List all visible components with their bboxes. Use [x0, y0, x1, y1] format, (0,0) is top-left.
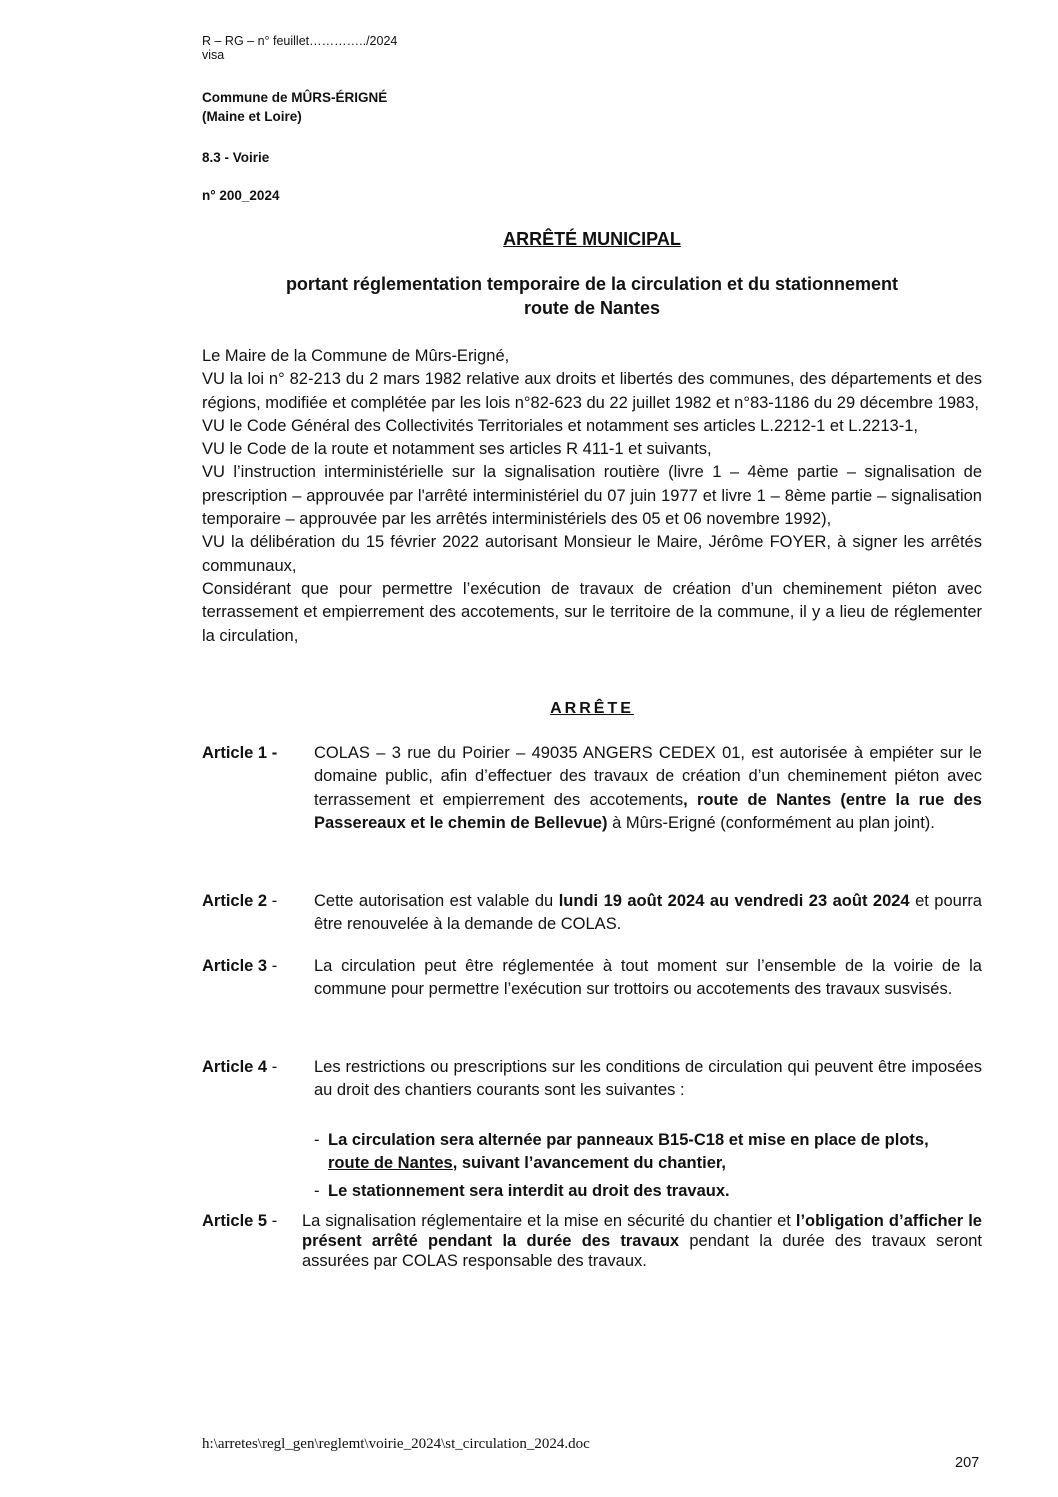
- article-4-label: [202, 1056, 312, 1079]
- preamble-item: VU le Code Général des Collectivités Territoriales et notamment ses articles L.2212-1 et L.2213-1,: [202, 416, 918, 435]
- arrete-heading: ARRÊTE: [550, 700, 634, 717]
- bullet-1-line-1: La circulation sera alternée par panneaux B15-C18 et mise en place de plots,: [328, 1131, 929, 1149]
- article-4-label-rest: -: [267, 1058, 278, 1076]
- subtitle-line-1: portant réglementation temporaire de la circulation et du stationnement: [285, 274, 899, 294]
- article-3-text: La circulation peut être réglementée à tout moment sur l’ensemble de la voirie de la commune pour permettre l’exécution sur trottoirs ou accotements des travaux susvisés.: [314, 957, 982, 999]
- preamble-item: VU le Code de la route et notamment ses articles R 411-1 et suivants,: [202, 440, 712, 459]
- preamble-item: VU l’instruction interministérielle sur la signalisation routière (livre 1 – 4ème partie – signalisation de prescription – approuvée par l'arrêté interministériel du 07 juin 1977 et livre 1 – 8ème partie – signalisation temporaire – approuvée par les arrêtés interministériels des 05 et 06 novembre 1992),: [202, 463, 982, 529]
- file-path: h:\arretes\regl_gen\reglemt\voirie_2024\st_circulation_2024.doc: [202, 1436, 590, 1452]
- commune-name: Commune de MÛRS-ÉRIGNÉ: [202, 90, 388, 105]
- sheet-number-line: R – RG – n° feuillet…………../2024: [202, 34, 398, 48]
- bullet-dash: -: [314, 1131, 320, 1149]
- article-4-bullet-2: [314, 1180, 982, 1203]
- article-4-bullet-1: [314, 1129, 982, 1176]
- bullet-1-tail: , suivant l’avancement du chantier,: [452, 1154, 726, 1173]
- bullet-2-text: Le stationnement sera interdit au droit des travaux.: [328, 1182, 730, 1200]
- article-3-label-bold: Article 3: [202, 957, 268, 975]
- article-1-text: [314, 742, 982, 835]
- title-wrap: [0, 229, 1058, 250]
- article-1-tail: à Mûrs-Erigné (conformément au plan joint).: [607, 813, 935, 832]
- preamble-item: VU la loi n° 82-213 du 2 mars 1982 relative aux droits et libertés des communes, des départements et des régions, modifiée et complétée par les lois n°82-623 du 22 juillet 1982 et n°83-1186 du 29 décembre 1983,: [202, 370, 982, 412]
- department-name: (Maine et Loire): [202, 109, 302, 124]
- article-5-plain: La signalisation réglementaire et la mise en sécurité du chantier et: [302, 1212, 796, 1230]
- article-1-bold: , route de Nantes (entre la rue des Passereaux et le chemin de Bellevue): [314, 790, 982, 832]
- article-2-tail: et pourra être renouvelée à la demande de COLAS.: [314, 892, 982, 934]
- article-5-bold: l’obligation d’afficher le présent arrêté pendant la durée des travaux: [302, 1212, 982, 1250]
- article-2-text: [314, 890, 982, 937]
- bullet-dash: -: [314, 1182, 320, 1200]
- article-5-label-bold: Article 5: [202, 1212, 268, 1230]
- article-4-text: Les restrictions ou prescriptions sur les conditions de circulation qui peuvent être imposées au droit des chantiers courants sont les suivantes :: [314, 1058, 982, 1100]
- decree-number: n° 200_2024: [202, 188, 280, 203]
- article-4-label-bold: Article 4: [202, 1058, 268, 1076]
- category-label: 8.3 - Voirie: [202, 150, 270, 165]
- page-title: ARRÊTÉ MUNICIPAL: [503, 229, 681, 249]
- commune-block: [202, 88, 387, 126]
- article-5-tail: pendant la durée des travaux seront assurées par COLAS responsable des travaux.: [302, 1232, 983, 1270]
- preamble-item: Le Maire de la Commune de Mûrs-Erigné,: [202, 347, 510, 365]
- preamble-item: VU la délibération du 15 février 2022 autorisant Monsieur le Maire, Jérôme FOYER, à signer les arrêtés communaux,: [202, 533, 982, 575]
- article-2-bold: lundi 19 août 2024 au vendredi 23 août 2024: [558, 892, 910, 910]
- article-2-label-bold: Article 2: [202, 892, 268, 910]
- bullet-1-road: route de Nantes: [328, 1154, 453, 1173]
- arrete-heading-wrap: [0, 699, 1058, 718]
- page-number: 207: [955, 1455, 980, 1471]
- article-2-label-rest: -: [267, 892, 278, 910]
- article-2-label: [202, 890, 312, 913]
- article-3-label: [202, 955, 312, 978]
- subtitle-line-2: route de Nantes: [523, 298, 661, 318]
- subtitle: [0, 272, 1058, 320]
- visa-line: visa: [202, 48, 225, 62]
- article-1-label: Article 1 -: [202, 744, 278, 762]
- article-1-plain: COLAS – 3 rue du Poirier – 49035 ANGERS CEDEX 01, est autorisée à empiéter sur le domaine public, afin d’effectuer des travaux de création d’un cheminement piéton avec terrassement et empierrement des accotements: [314, 744, 982, 809]
- article-5-text: [302, 1211, 982, 1271]
- preamble: [202, 345, 982, 648]
- sheet-reference: [202, 34, 397, 62]
- article-5-label: [202, 1211, 312, 1231]
- article-3-label-rest: -: [267, 957, 278, 975]
- article-2-plain: Cette autorisation est valable du: [314, 892, 559, 910]
- preamble-item: Considérant que pour permettre l’exécution de travaux de création d’un cheminement piéton avec terrassement et empierrement des accotements, sur le territoire de la commune, il y a lieu de réglementer la circulation,: [202, 579, 982, 645]
- article-5-label-rest: -: [267, 1212, 278, 1230]
